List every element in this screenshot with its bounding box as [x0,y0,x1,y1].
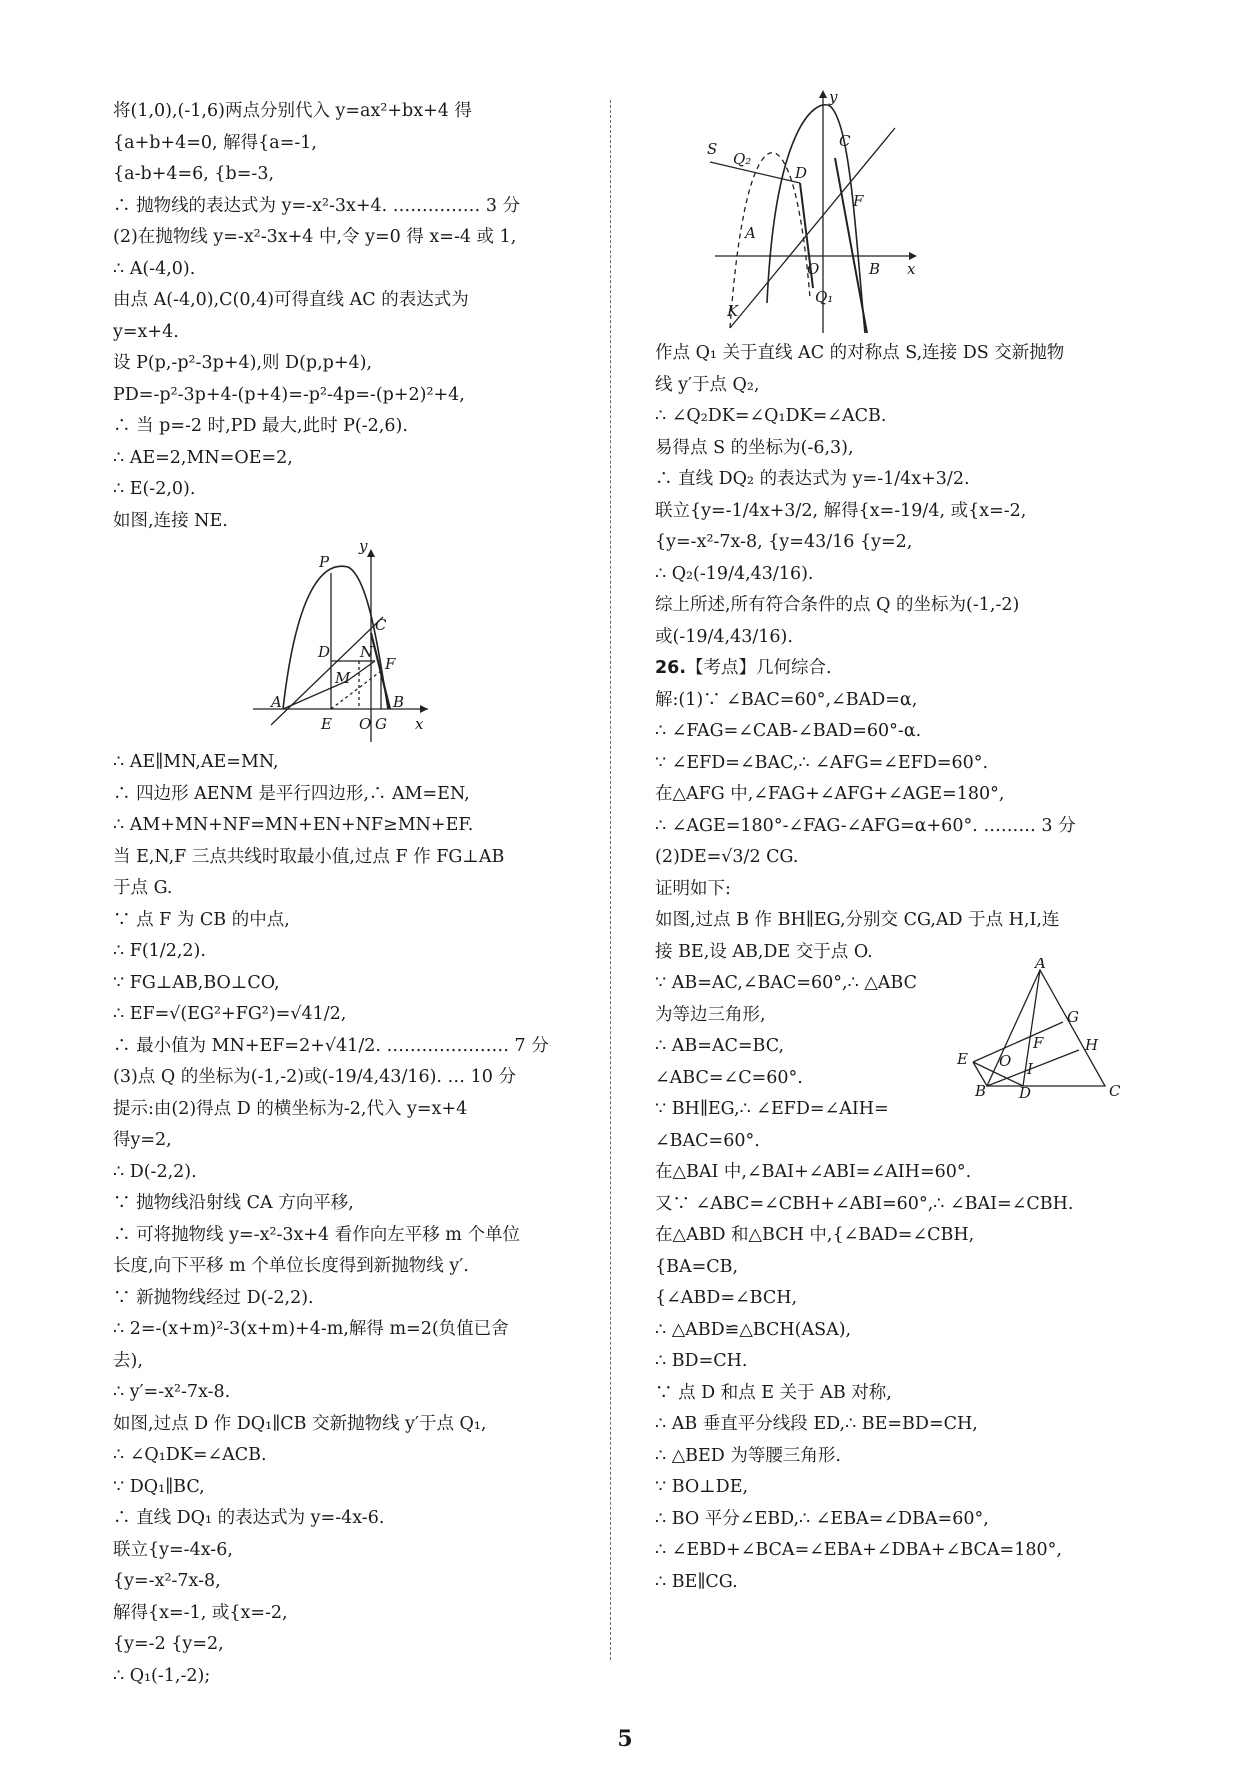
text-line: {y=-x²-7x-8, {y=43/16 {y=2, [655,532,913,552]
right-text-block-a [655,338,1152,653]
text-line: ∴ AE=2,MN=OE=2, [113,447,293,468]
fig2-label: Q₂ [733,150,752,168]
fig1-label: x [415,715,424,733]
page-number: 5 [617,1726,633,1752]
fig2-label: S [707,140,718,158]
text-line: 证明如下: [655,878,731,899]
fig3-label: B [975,1082,987,1098]
fig3-label: C [1109,1082,1121,1098]
text-line: ∵ DQ₁∥BC, [113,1476,205,1497]
text-line: ∵ FG⊥AB,BO⊥CO, [113,972,280,993]
text-line: 为等边三角形, [655,1004,766,1025]
text-line: ∴ BO 平分∠EBD,∴ ∠EBA=∠DBA=60°, [655,1508,989,1529]
text-line: ∵ 新抛物线经过 D(-2,2). [113,1287,314,1308]
figure-parabola-1 [113,537,610,747]
fig3-label: D [1019,1084,1032,1098]
fig2-label: y [829,88,838,106]
left-column [113,96,610,1692]
fig3-label: H [1085,1036,1099,1054]
fig1-label: C [375,616,387,634]
segment-eg [973,1022,1063,1062]
fig1-label: A [271,693,282,711]
fig2-label: K [727,302,739,320]
fig3-label: E [957,1050,968,1068]
text-line: ∵ 点 D 和点 E 关于 AB 对称, [655,1382,892,1403]
text-line: PD=-p²-3p+4-(p+4)=-p²-4p=-(p+2)²+4, [113,384,465,405]
text-line: ∴ 直线 DQ₂ 的表达式为 y=-1/4x+3/2. [655,469,970,489]
fig1-label: E [321,715,332,733]
text-line: 提示:由(2)得点 D 的横坐标为-2,代入 y=x+4 [113,1098,468,1119]
text-line: 接 BE,设 AB,DE 交于点 O. [655,941,873,962]
text-line: {y=-2 {y=2, [113,1634,224,1654]
text-line: ∴ Q₂(-19/4,43/16). [655,563,814,584]
text-line: ∴ 当 p=-2 时,PD 最大,此时 P(-2,6). [113,416,408,436]
text-line: ∠BAC=60°. [655,1130,760,1151]
text-line: ∴ 2=-(x+m)²-3(x+m)+4-m,解得 m=2(负值已舍 [113,1319,509,1339]
text-line: 或(-19/4,43/16). [655,626,793,647]
text-line: ∴ A(-4,0). [113,258,196,279]
text-line: 解得{x=-1, 或{x=-2, [113,1602,288,1623]
left-text-block-a [113,96,610,537]
text-line: 于点 G. [113,878,173,898]
fig3-label: O [999,1052,1012,1070]
text-line: ∴ 直线 DQ₁ 的表达式为 y=-4x-6. [113,1508,385,1528]
text-line: {a+b+4=0, 解得{a=-1, [113,132,317,153]
text-line: ∴ ∠FAG=∠CAB-∠BAD=60°-α. [655,721,922,741]
right-column [655,88,1152,1598]
text-line: 联立{y=-1/4x+3/2, 解得{x=-19/4, 或{x=-2, [655,500,1027,521]
text-line: 如图,过点 B 作 BH∥EG,分别交 CG,AD 于点 H,I,连 [655,910,1060,930]
text-line: ∴ F(1/2,2). [113,941,206,961]
text-line: 长度,向下平移 m 个单位长度得到新抛物线 y′. [113,1256,469,1276]
text-line: {BA=CB, [655,1256,739,1277]
fig1-label: O [359,715,372,733]
left-text-block-b [113,747,610,1692]
right-text-block-b [655,685,1152,1599]
text-line: ∠ABC=∠C=60°. [655,1067,803,1088]
triangle-text-with-figure [655,958,1152,1157]
text-line: 得y=2, [113,1130,172,1150]
text-line: ∴ BE∥CG. [655,1571,738,1592]
text-line: ∵ BH∥EG,∴ ∠EFD=∠AIH= [655,1099,889,1119]
text-line: y=x+4. [113,321,179,342]
text-line: ∴ E(-2,0). [113,479,196,499]
fig3-label: G [1067,1008,1079,1026]
text-line: ∴ ∠Q₂DK=∠Q₁DK=∠ACB. [655,406,887,426]
text-line: ∵ ∠EFD=∠BAC,∴ ∠AFG=∠EFD=60°. [655,752,989,773]
text-line: ∴ AB 垂直平分线段 ED,∴ BE=BD=CH, [655,1414,978,1434]
fig1-label: P [319,553,330,571]
text-line: ∴ EF=√(EG²+FG²)=√41/2, [113,1004,347,1024]
text-line: 当 E,N,F 三点共线时取最小值,过点 F 作 FG⊥AB [113,846,505,867]
text-line: {∠ABD=∠BCH, [655,1288,798,1308]
text-line: 去), [113,1350,143,1371]
text-line: ∴ 抛物线的表达式为 y=-x²-3x+4. …………… 3 分 [113,195,521,216]
column-divider [610,100,611,1660]
text-line: ∴ BD=CH. [655,1351,748,1371]
text-line: ∴ 四边形 AENM 是平行四边形,∴ AM=EN, [113,783,470,804]
text-line: 又∵ ∠ABC=∠CBH+∠ABI=60°,∴ ∠BAI=∠CBH. [655,1193,1074,1214]
fig2-label: D [795,164,808,182]
text-line: 在△AFG 中,∠FAG+∠AFG+∠AGE=180°, [655,784,1005,804]
text-line: ∵ BO⊥DE, [655,1477,749,1497]
text-line: ∴ ∠Q₁DK=∠ACB. [113,1445,267,1465]
question-topic: 【考点】几何综合. [686,658,832,678]
fig2-label: B [869,260,881,278]
fig1-label: B [393,693,405,711]
text-line: ∴ Q₁(-1,-2); [113,1665,211,1686]
text-line: ∴ AB=AC=BC, [655,1036,785,1056]
text-line: ∵ AB=AC,∠BAC=60°,∴ △ABC [655,973,917,993]
fig1-label: D [318,643,331,661]
fig2-label: A [745,224,756,242]
text-line: 由点 A(-4,0),C(0,4)可得直线 AC 的表达式为 [113,290,469,310]
text-line: 联立{y=-4x-6, [113,1539,233,1560]
text-line: (3)点 Q 的坐标为(-1,-2)或(-19/4,43/16). … 10 分 [113,1067,516,1087]
text-line: ∵ 抛物线沿射线 CA 方向平移, [113,1193,354,1213]
text-line: {a-b+4=6, {b=-3, [113,164,275,184]
fig3-label: A [1035,958,1046,972]
fig2-label: C [839,132,851,150]
text-line: ∴ ∠EBD+∠BCA=∠EBA+∠DBA+∠BCA=180°, [655,1540,1062,1560]
text-line: 线 y′于点 Q₂, [655,374,760,395]
text-line: ∴ y′=-x²-7x-8. [113,1382,231,1402]
text-line: ∴ △BED 为等腰三角形. [655,1445,841,1466]
text-line: 将(1,0),(-1,6)两点分别代入 y=ax²+bx+4 得 [113,101,472,121]
text-line: {y=-x²-7x-8, [113,1571,221,1591]
figure-parabola-2 [655,88,1152,338]
fig2-label: F [853,192,864,210]
text-line: ∴ D(-2,2). [113,1161,197,1182]
text-line: (2)在抛物线 y=-x²-3x+4 中,令 y=0 得 x=-4 或 1, [113,227,517,247]
figure-triangle [955,958,1135,1098]
fig1-label: F [385,655,396,673]
fig2-label: x [907,260,916,278]
text-line: 作点 Q₁ 关于直线 AC 的对称点 S,连接 DS 交新抛物 [655,343,1065,363]
text-line: ∴ 最小值为 MN+EF=2+√41/2. ………………… 7 分 [113,1035,549,1056]
text-line: ∴ AE∥MN,AE=MN, [113,752,279,772]
question-number: 26. [655,658,687,678]
fig1-label: N [360,643,374,661]
fig3-label: F [1033,1034,1044,1052]
fig2-label: Q₁ [815,288,834,306]
text-line: 如图,连接 NE. [113,510,228,531]
text-line: 在△BAI 中,∠BAI+∠ABI=∠AIH=60°. [655,1162,972,1182]
text-line: ∴ △ABD≌△BCH(ASA), [655,1319,852,1340]
fig1-label: G [375,715,387,733]
text-line: ∴ AM+MN+NF=MN+EN+NF≥MN+EF. [113,815,474,835]
text-line: ∴ ∠AGE=180°-∠FAG-∠AFG=α+60°. ……… 3 分 [655,815,1076,836]
fig2-label: O [807,260,820,278]
text-line: ∵ 点 F 为 CB 的中点, [113,909,290,930]
text-line: ∴ 可将抛物线 y=-x²-3x+4 看作向左平移 m 个单位 [113,1224,520,1245]
text-line: (2)DE=√3/2 CG. [655,847,799,867]
question-26-header [655,653,1152,685]
text-line: 如图,过点 D 作 DQ₁∥CB 交新抛物线 y′于点 Q₁, [113,1413,487,1434]
segment-sd [710,162,800,183]
fig1-label: y [359,537,368,555]
text-line: 易得点 S 的坐标为(-6,3), [655,437,854,458]
text-line: 设 P(p,-p²-3p+4),则 D(p,p+4), [113,353,373,373]
fig1-label: M [335,669,351,687]
text-line: 在△ABD 和△BCH 中,{∠BAD=∠CBH, [655,1225,975,1245]
fig3-label: I [1027,1060,1033,1078]
text-line: 综上所述,所有符合条件的点 Q 的坐标为(-1,-2) [655,595,1020,615]
text-line: 解:(1)∵ ∠BAC=60°,∠BAD=α, [655,689,918,710]
